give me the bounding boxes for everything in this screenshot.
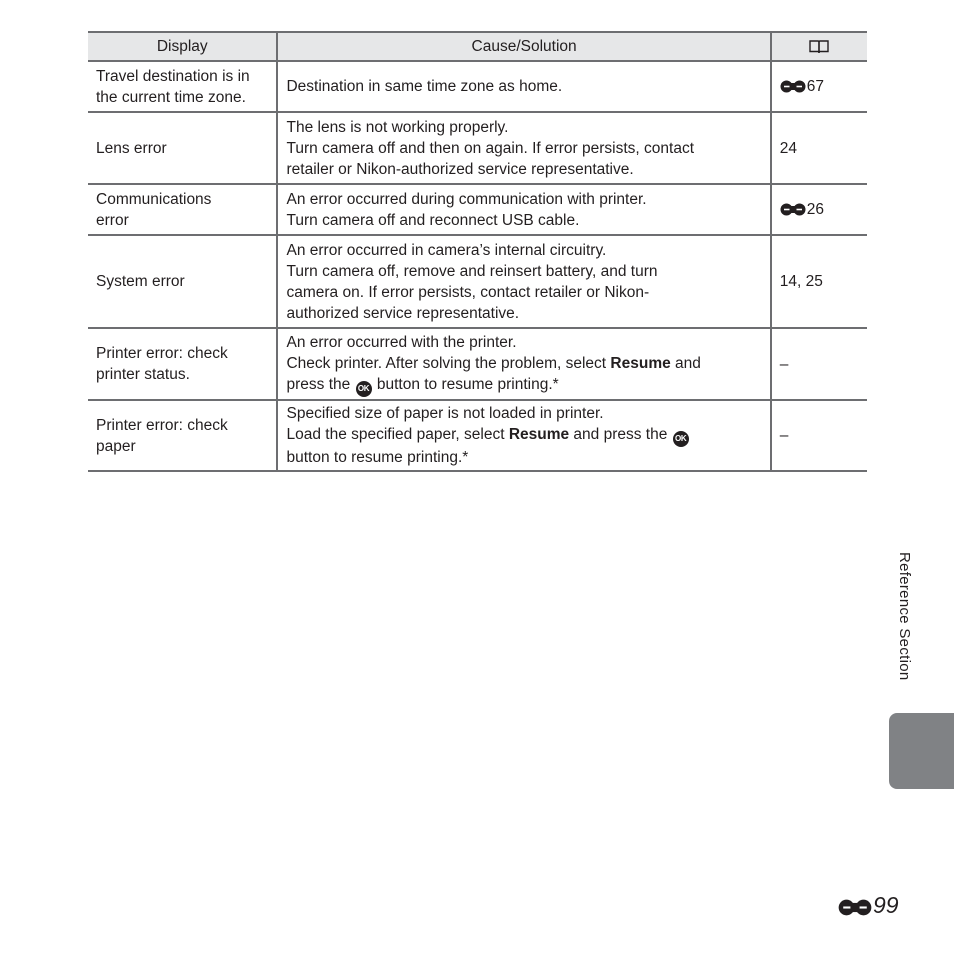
reference-cell — [771, 328, 867, 400]
cause-text: retailer or Nikon-authorized service representative. — [286, 160, 634, 178]
section-side-label: Reference Section — [896, 552, 913, 681]
reference-number: – — [779, 427, 789, 444]
cause-text: Destination in same time zone as home. — [286, 78, 563, 95]
display-text: printer status. — [96, 366, 190, 383]
cause-text-segment: press the — [286, 375, 355, 393]
ok-button-icon: OK — [673, 431, 689, 447]
page-number-value: 99 — [873, 892, 899, 918]
reference-cell — [771, 184, 867, 235]
header-cause-solution: Cause/Solution — [277, 32, 770, 61]
display-text: Lens error — [96, 139, 167, 157]
cause-text: Specified size of paper is not loaded in printer. — [286, 405, 604, 422]
display-cell — [88, 400, 277, 471]
cause-text: Turn camera off and then on again. If error persists, contact — [286, 139, 695, 157]
cause-cell — [277, 235, 770, 328]
reference-number: – — [779, 355, 789, 373]
page-number — [838, 892, 899, 919]
display-text: paper — [96, 437, 136, 455]
display-text: Travel destination is in — [96, 67, 250, 85]
display-text: Communications — [96, 190, 212, 208]
cause-text: camera on. If error persists, contact retailer or Nikon- — [286, 283, 650, 301]
cause-text-segment: and — [670, 354, 701, 372]
cause-text-segment: button to resume printing.* — [372, 375, 559, 393]
resume-label: Resume — [508, 426, 570, 443]
display-text: Printer error: check — [96, 416, 228, 434]
cause-cell — [277, 61, 770, 112]
page-reference — [780, 78, 824, 95]
cause-text: authorized service representative. — [286, 304, 520, 322]
book-icon — [809, 39, 829, 54]
cause-text: Turn camera off, remove and reinsert battery, and turn — [286, 262, 658, 280]
cause-text: button to resume printing.* — [286, 449, 469, 466]
reference-number: 24 — [779, 139, 797, 157]
reference-cell — [771, 61, 867, 112]
cause-text: The lens is not working properly. — [286, 118, 509, 136]
cause-text: An error occurred in camera’s internal circuitry. — [286, 241, 607, 259]
display-cell — [88, 184, 277, 235]
display-cell — [88, 61, 277, 112]
page-reference — [780, 201, 824, 218]
cause-cell — [277, 400, 770, 471]
reference-number: 14, 25 — [779, 273, 823, 290]
cause-text — [286, 353, 761, 374]
cause-text: An error occurred with the printer. — [286, 333, 517, 351]
cause-text — [286, 424, 761, 447]
table-row — [88, 61, 867, 112]
display-cell — [88, 112, 277, 184]
table-row — [88, 235, 867, 328]
reference-cell — [771, 112, 867, 184]
header-display: Display — [88, 32, 277, 61]
cause-cell — [277, 328, 770, 400]
cause-text-segment: Check printer. After solving the problem, select — [286, 354, 611, 372]
ok-button-icon: OK — [356, 381, 372, 397]
display-cell — [88, 328, 277, 400]
cause-cell — [277, 184, 770, 235]
cause-text — [286, 374, 761, 397]
header-reference — [771, 32, 867, 61]
table-row — [88, 400, 867, 471]
resume-label: Resume — [610, 354, 671, 372]
cause-text: Turn camera off and reconnect USB cable. — [286, 211, 580, 229]
cause-cell — [277, 112, 770, 184]
cause-text: An error occurred during communication with printer. — [286, 190, 647, 208]
reference-cell — [771, 235, 867, 328]
reference-cell — [771, 400, 867, 471]
e-reference-icon — [780, 203, 806, 216]
table-row — [88, 112, 867, 184]
display-text: error — [96, 211, 129, 229]
table-header-row — [88, 32, 867, 61]
display-text: the current time zone. — [96, 88, 246, 106]
section-tab — [889, 713, 954, 789]
table-row — [88, 184, 867, 235]
reference-number: 67 — [806, 78, 824, 95]
display-cell — [88, 235, 277, 328]
display-text: Printer error: check — [96, 345, 228, 362]
e-reference-icon — [780, 80, 806, 93]
e-reference-icon — [838, 899, 872, 916]
cause-text-segment: Load the specified paper, select — [286, 426, 509, 443]
cause-text-segment: and press the — [569, 426, 672, 443]
error-message-table — [88, 31, 867, 472]
table-row — [88, 328, 867, 400]
reference-number: 26 — [806, 201, 824, 218]
display-text: System error — [96, 273, 185, 290]
